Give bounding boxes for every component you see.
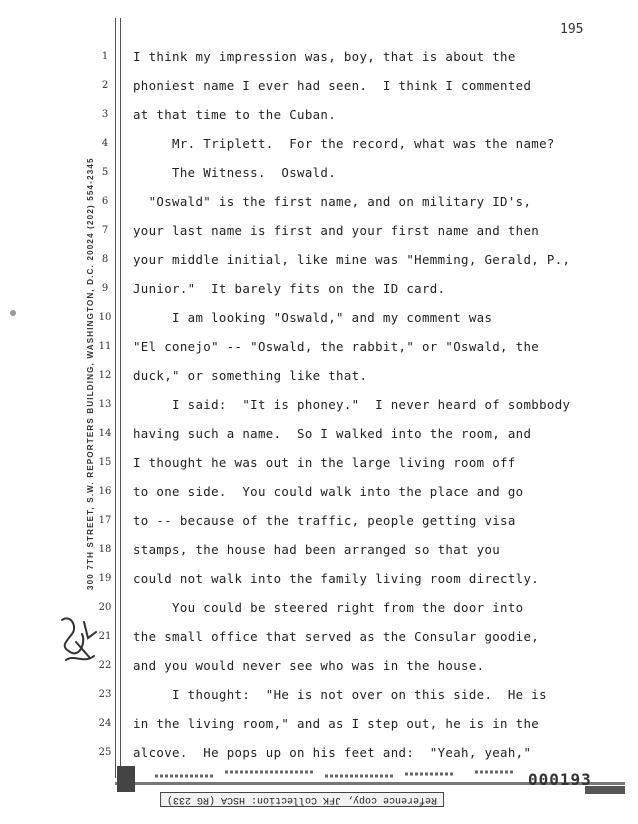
page-number: 195 [560, 22, 584, 37]
line-number: 15 [98, 457, 112, 468]
transcript-line: having such a name. So I walked into the room, and [133, 426, 532, 441]
transcript-line: could not walk into the family living room directly. [133, 571, 540, 586]
transcript-line: your last name is first and your first name and then [133, 223, 540, 238]
transcript-line: to -- because of the traffic, people getting visa [133, 513, 516, 528]
line-number: 13 [98, 399, 112, 410]
line-number: 4 [101, 138, 109, 149]
transcript-line: I am looking "Oswald," and my comment was [133, 310, 493, 325]
line-number: 21 [98, 631, 112, 642]
transcript-line: the small office that served as the Consular goodie, [133, 629, 540, 644]
transcript-line: alcove. He pops up on his feet and: "Yeah, yeah," [133, 745, 532, 760]
document-number: 000193 [528, 770, 592, 789]
line-number: 23 [98, 689, 112, 700]
line-number: 5 [101, 167, 109, 178]
line-number: 18 [98, 544, 112, 555]
transcript-line: stamps, the house had been arranged so that you [133, 542, 501, 557]
line-number: 14 [98, 428, 112, 439]
transcript-line: phoniest name I ever had seen. I think I commented [133, 78, 532, 93]
transcript-line: in the living room," and as I step out, he is in the [133, 716, 540, 731]
transcript-line: You could be steered right from the door into [133, 600, 524, 615]
line-number: 25 [98, 747, 112, 758]
line-number: 22 [98, 660, 112, 671]
line-number: 17 [98, 515, 112, 526]
margin-smudge [10, 310, 16, 316]
line-number: 10 [98, 312, 112, 323]
margin-rule-inner [120, 18, 121, 778]
transcript-line: duck," or something like that. [133, 368, 368, 383]
transcript-line: I thought: "He is not over on this side. He is [133, 687, 547, 702]
transcript-line: and you would never see who was in the house. [133, 658, 485, 673]
line-number: 3 [101, 109, 109, 120]
transcript-line: to one side. You could walk into the place and go [133, 484, 524, 499]
transcript-line: Mr. Triplett. For the record, what was the name? [133, 136, 555, 151]
line-number: 7 [101, 225, 109, 236]
transcript-line: The Witness. Oswald. [133, 165, 337, 180]
line-number: 19 [98, 573, 112, 584]
line-number: 1 [101, 51, 109, 62]
transcript-line: your middle initial, like mine was "Hemming, Gerald, P., [133, 252, 571, 267]
margin-rule-outer [115, 18, 116, 778]
line-number: 20 [98, 602, 112, 613]
line-number: 6 [101, 196, 109, 207]
reference-stamp: Reference copy, JFK Collection: HSCA (RG 233) [160, 792, 444, 807]
transcript-line: "El conejo" -- "Oswald, the rabbit," or "Oswald, the [133, 339, 540, 354]
line-number: 24 [98, 718, 112, 729]
transcript-line: Junior." It barely fits on the ID card. [133, 281, 446, 296]
transcript-line: I think my impression was, boy, that is about the [133, 49, 516, 64]
line-number: 8 [101, 254, 109, 265]
side-address-text: 300 7TH STREET, S.W. REPORTERS BUILDING, WASHINGTON, D.C. 20024 (202) 554-2345 [86, 157, 95, 590]
line-number: 9 [101, 283, 109, 294]
line-number: 11 [98, 341, 112, 352]
transcript-line: I thought he was out in the large living room off [133, 455, 516, 470]
transcript-line: I said: "It is phoney." I never heard of sombbody [133, 397, 571, 412]
transcript-line: "Oswald" is the first name, and on military ID's, [133, 194, 532, 209]
line-number: 2 [101, 80, 109, 91]
line-number: 12 [98, 370, 112, 381]
line-number: 16 [98, 486, 112, 497]
transcript-line: at that time to the Cuban. [133, 107, 337, 122]
